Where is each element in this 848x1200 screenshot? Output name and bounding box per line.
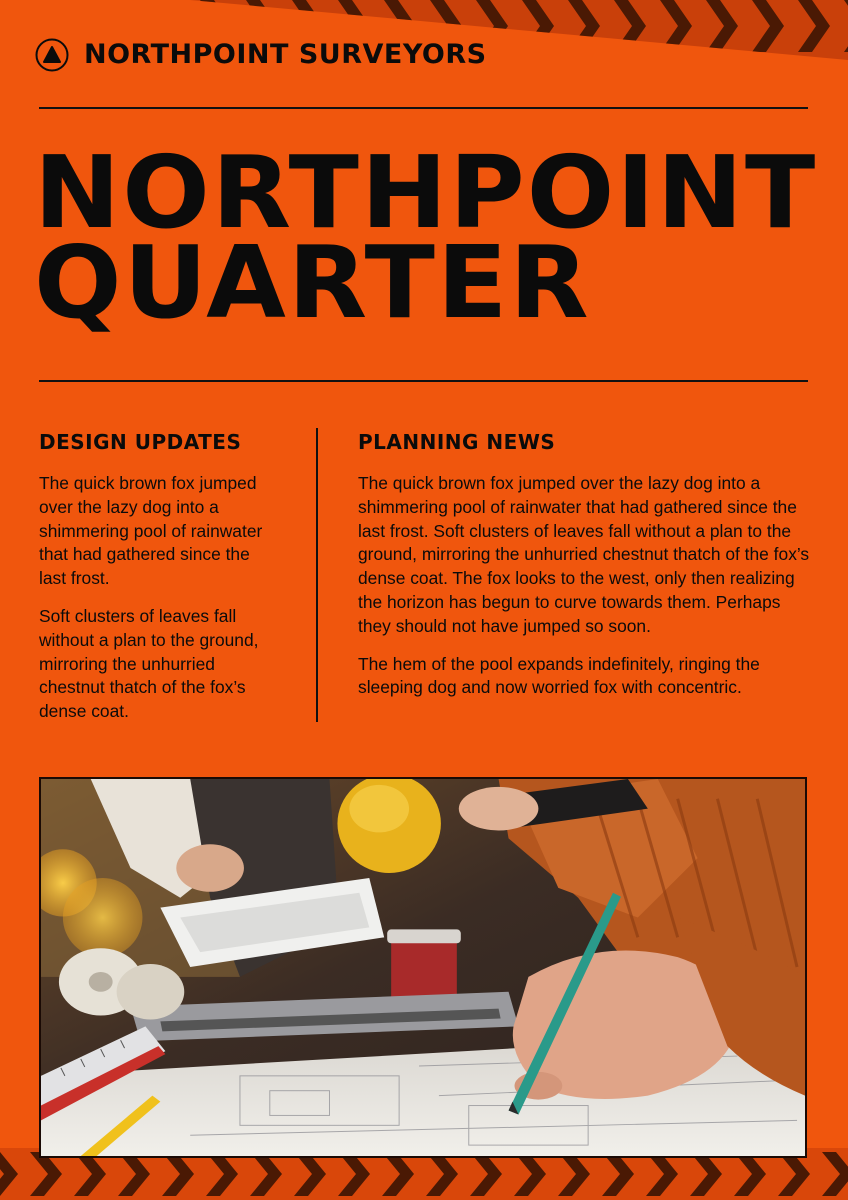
planning-news-body: [358, 472, 810, 700]
title-line-2: QUARTER: [34, 224, 591, 341]
top-divider-rule: [39, 107, 808, 109]
blueprint-photo: [39, 777, 807, 1158]
page-title: [34, 134, 834, 341]
planning-news-column: [358, 428, 810, 714]
triangle-in-circle-icon: [35, 38, 69, 72]
design-updates-body: [39, 472, 279, 724]
design-updates-heading: DESIGN UPDATES: [39, 430, 242, 454]
title-divider-rule: [39, 380, 808, 382]
title-line-1: NORTHPOINT: [34, 134, 818, 251]
column-divider: [316, 428, 318, 722]
planning-news-heading: PLANNING NEWS: [358, 430, 556, 454]
design-updates-column: [39, 428, 279, 738]
design-updates-paragraph: The quick brown fox jumped over the lazy dog into a shimmering pool of rainwater that had gathered since the last frost.: [39, 473, 263, 589]
planning-news-paragraph: The hem of the pool expands indefinitely, ringing the sleeping dog and now worried fox with concentric.: [358, 653, 760, 698]
planning-news-paragraph: The quick brown fox jumped over the lazy dog into a shimmering pool of rainwater that had gathered since the last frost. Soft clusters of leaves fall without a plan to the ground, mirroring the unhurried chestnut thatch of the fox’s dense coat. The fox looks to the west, only then realizing the horizon has begun to curve towards them. Perhaps they should not have jumped so soon.: [358, 473, 810, 636]
brand-header: [35, 37, 487, 73]
brand-name: NORTHPOINT SURVEYORS: [84, 39, 487, 70]
design-updates-paragraph: Soft clusters of leaves fall without a plan to the ground, mirroring the unhurried chestnut thatch of the fox’s dense coat.: [39, 605, 259, 722]
